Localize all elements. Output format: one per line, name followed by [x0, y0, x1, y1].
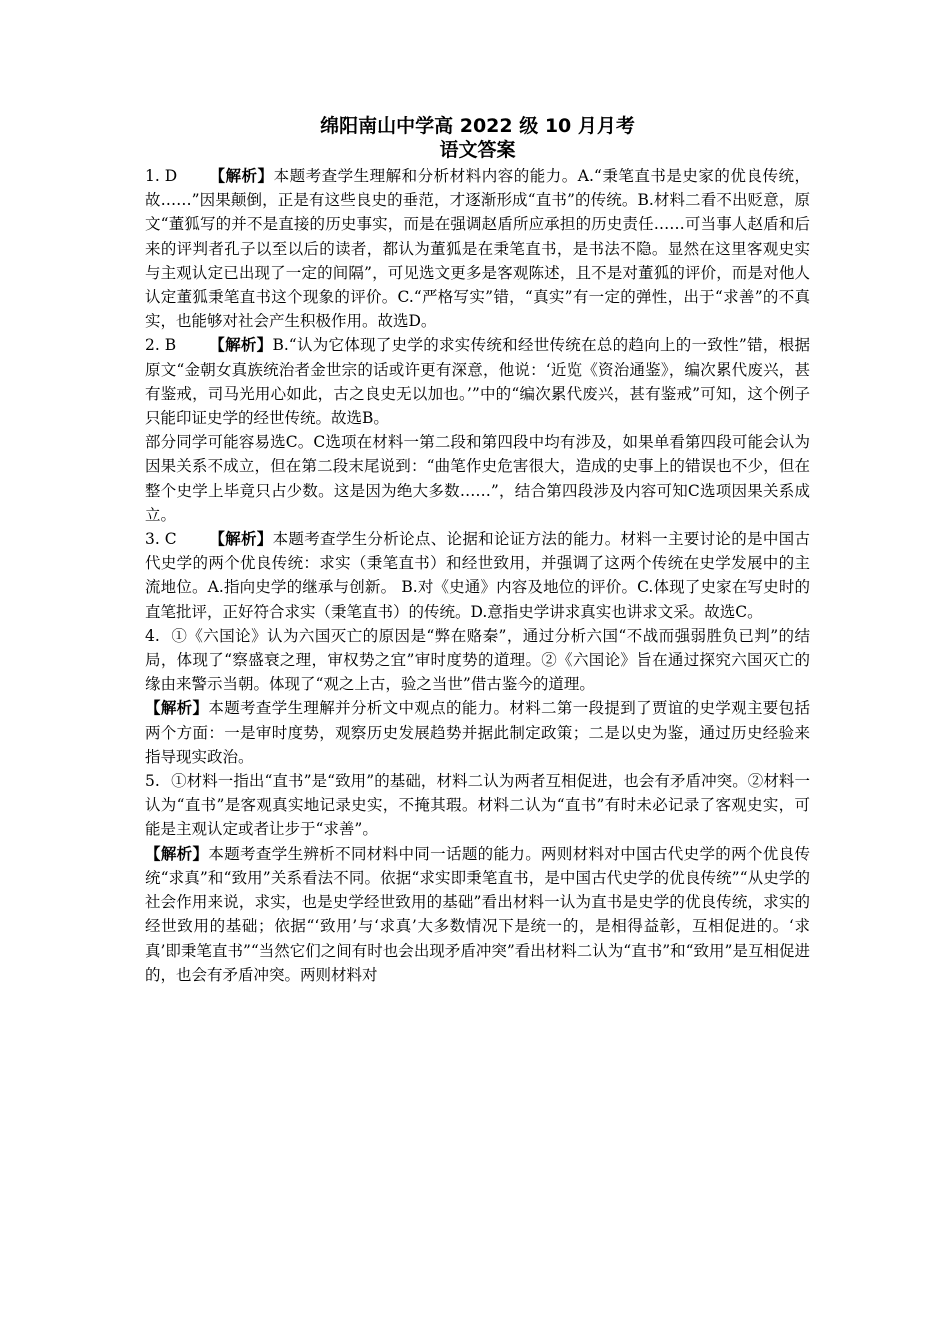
- answer-2: [145, 333, 810, 430]
- answer-text: ①材料一指出“直书”是“致用”的基础，材料二认为两者互相促进，也会有矛盾冲突。②材料一认为“直书”是客观真实地记录史实，不掩其瑕。材料二认为“直书”有时未必记录了客观史实，可能是主观认定或者让步于“求善”。: [145, 772, 810, 839]
- answer-text: ①《六国论》认为六国灭亡的原因是“弊在赂秦”，通过分析六国“不战而强弱胜负已判”的结局，体现了“察盛衰之理，审权势之宜”审时度势的道理。②《六国论》旨在通过探究六国灭亡的缘由来警示当朝。体现了“观之上古，验之当世”借古鉴今的道理。: [145, 626, 810, 694]
- analysis-tag: 【解析】: [209, 529, 273, 549]
- answer-number: 3. C: [145, 530, 177, 549]
- answer-text: B.“认为它体现了史学的求实传统和经世传统在总的趋向上的一致性”错，根据原文“金朝女真族统治者金世宗的话或许更有深意，他说：‘近览《资治通鉴》，编次累代废兴，甚有鉴戒，司马光用心如此，古之良史无以加也。’”中的“编次累代废兴，甚有鉴戒”可知，这个例子只能印证史学的经世传统。故选B。: [145, 336, 810, 428]
- answer-number: 5.: [145, 772, 160, 791]
- document-subtitle: 语文答案: [439, 139, 516, 161]
- analysis-tag: 【解析】: [145, 843, 209, 863]
- answer-number: 2. B: [145, 336, 177, 355]
- analysis-tag: 【解析】: [209, 166, 274, 185]
- answer-5: [145, 769, 810, 842]
- answer-2-note: [145, 430, 810, 527]
- analysis-text: 本题考查学生理解并分析文中观点的能力。材料二第一段提到了贾谊的史学观主要包括两个方面：一是审时度势，观察历史发展趋势并据此制定政策；二是以史为鉴，通过历史经验来指导现实政治。: [145, 699, 810, 766]
- answer-text: 本题考查学生理解和分析材料内容的能力。A.“秉笔直书是史家的优良传统，故……”因果颠倒，正是有这些良史的垂范，才逐渐形成“直书”的传统。B.材料二看不出贬意，原文“董狐写的并不是直接的历史事实，而是在强调赵盾所应承担的历史责任……可当事人赵盾和后来的评判者孔子以至以后的读者，都认为董狐是在秉笔直书，是书法不隐。显然在这里客观史实与主观认定已出现了一定的间隔”，可见选文更多是客观陈述，且不是对董狐的评价，而是对他人认定董狐秉笔直书这个现象的评价。C.“严格写实”错，“真实”有一定的弹性，出于“求善”的不真实，也能够对社会产生积极作用。故选D。: [145, 167, 810, 331]
- analysis-tag: 【解析】: [145, 698, 209, 718]
- document-title: 绵阳南山中学高 2022 级 10 月月考: [320, 115, 635, 137]
- answer-5-analysis: [145, 842, 810, 987]
- answer-number: 1. D: [145, 167, 178, 185]
- answer-text: 本题考查学生分析论点、论据和论证方法的能力。材料一主要讨论的是中国古代史学的两个优良传统：求实（秉笔直书）和经世致用，并强调了这两个传统在史学发展中的主流地位。A.指向史学的继承与创新。 B.对《史通》内容及地位的评价。C.体现了史家在写史时的直笔批评，正好符合求实（秉笔直书）的传统。D.意指史学讲求真实也讲求文采。故选C。: [145, 530, 810, 621]
- analysis-tag: 【解析】: [209, 335, 273, 355]
- answer-1: [145, 164, 810, 333]
- answer-3: [145, 527, 810, 624]
- analysis-text: 本题考查学生辨析不同材料中同一话题的能力。两则材料对中国古代史学的两个优良传统“求真”和“致用”关系看法不同。依据“求实即秉笔直书，是中国古代史学的优良传统”“从史学的社会作用来说，求实，也是史学经世致用的基础”看出材料一认为直书是史学的优良传统，求实的经世致用的基础；依据“‘致用’与‘求真’大多数情况下是统一的，是相得益彰，互相促进的。‘求真’即秉笔直书”“当然它们之间有时也会出现矛盾冲突”看出材料二认为“直书”和“致用”是互相促进的，也会有矛盾冲突。两则材料对: [145, 844, 810, 984]
- answer-number: 4.: [145, 626, 160, 645]
- answer-4-analysis: [145, 696, 810, 769]
- answer-4: [145, 624, 810, 697]
- note-text: 部分同学可能容易选C。C选项在材料一第二段和第四段中均有涉及，如果单看第四段可能会认为因果关系不成立，但在第二段末尾说到：“曲笔作史危害很大，造成的史事上的错误也不少，但在整个史学上毕竟只占少数。这是因为绝大多数……”，结合第四段涉及内容可知C选项因果关系成立。: [145, 433, 810, 524]
- answer-document: [145, 114, 810, 987]
